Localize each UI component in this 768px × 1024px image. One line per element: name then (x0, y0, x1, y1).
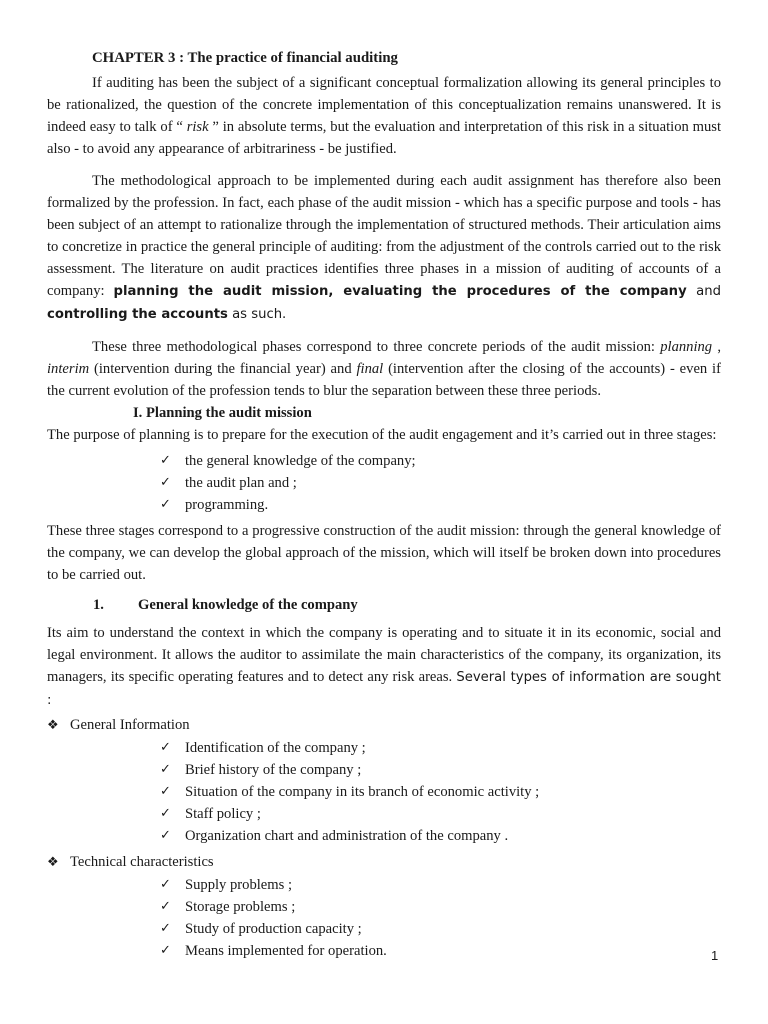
list-item (47, 874, 721, 896)
list-item (47, 940, 721, 962)
intro-p2-text: The methodological approach to be implemented during each audit assignment has therefore also been formalized by the profession. In fact, each phase of the audit mission - which has a specific purpose and tools - has been subject of an attempt to rationalize through the implementation of structured methods. Their articulation aims to concretize in practice the general principle of auditing: from the adjustment of the controls carried out to the risk assessment. The literature on audit practices identifies three phases in a mission of auditing of accounts of a company: (47, 173, 721, 299)
check-icon: ✓ (160, 497, 171, 512)
intro-p2-end: as such. (227, 307, 287, 322)
phase-emphasis-2: controlling the accounts (47, 307, 228, 322)
list-item-text: Staff policy ; (185, 806, 261, 822)
general-knowledge-text: Its aim to understand the context in which the company is operating and to situate it in its economic, social and legal environment. It allows the auditor to assimilate the main characteristics of the company, its organization, its managers, its specific operating features and to detect any risk areas. (47, 625, 721, 685)
check-icon: ✓ (160, 877, 171, 892)
general-knowledge-paragraph (47, 622, 721, 712)
chapter-title: CHAPTER 3 : The practice of financial auditing (92, 50, 398, 66)
list-item (47, 759, 721, 781)
intro-p3-mid: (intervention during the financial year) and (89, 361, 357, 377)
check-icon: ✓ (160, 828, 171, 843)
phase-emphasis-1: planning the audit mission, evaluating the procedures of the company (113, 284, 687, 299)
list-item (47, 737, 721, 759)
general-information-label: General Information (70, 717, 190, 733)
list-item-text: Organization chart and administration of the company . (185, 828, 509, 844)
general-information-heading (47, 714, 721, 737)
general-information-list (47, 737, 721, 847)
list-item-text: Study of production capacity ; (185, 921, 362, 937)
subsection-number: 1. (93, 597, 104, 613)
technical-characteristics-list (47, 874, 721, 962)
information-sought-text: Several types of information are sought : (47, 670, 721, 708)
list-item-text: Storage problems ; (185, 899, 296, 915)
list-item-text: the audit plan and ; (185, 475, 297, 491)
planning-term: planning (660, 339, 713, 355)
intro-p3-end: (intervention after the closing of the accounts) - even if the current evolution of the profession tends to blur the separation between these three periods. (47, 361, 721, 399)
check-icon: ✓ (160, 453, 171, 468)
list-item (47, 896, 721, 918)
check-icon: ✓ (160, 762, 171, 777)
planning-paragraph: The purpose of planning is to prepare for the execution of the audit engagement and it’s carried out in three stages: (47, 427, 717, 443)
list-item-text: Means implemented for operation. (185, 943, 387, 959)
list-item (47, 781, 721, 803)
page-number: 1 (711, 948, 719, 963)
subsection-title-text: General knowledge of the company (138, 597, 358, 613)
check-icon: ✓ (160, 899, 171, 914)
final-term: final (356, 361, 384, 377)
technical-characteristics-label: Technical characteristics (70, 854, 214, 870)
check-icon: ✓ (160, 475, 171, 490)
list-item (47, 825, 721, 847)
subsection-general-knowledge-title (93, 594, 721, 616)
check-icon: ✓ (160, 921, 171, 936)
technical-characteristics-heading (47, 851, 721, 874)
list-item-text: Situation of the company in its branch of economic activity ; (185, 784, 540, 800)
intro-p2-and: and (686, 284, 721, 299)
check-icon: ✓ (160, 740, 171, 755)
list-item-text: the general knowledge of the company; (185, 453, 416, 469)
diamond-bullet-icon: ❖ (47, 855, 59, 870)
check-icon: ✓ (160, 943, 171, 958)
list-item (47, 803, 721, 825)
interim-term: interim (47, 361, 90, 377)
list-item (47, 494, 721, 516)
check-icon: ✓ (160, 806, 171, 821)
document-page (47, 46, 721, 966)
section-planning-title: I. Planning the audit mission (133, 405, 312, 421)
list-item (47, 472, 721, 494)
check-icon: ✓ (160, 784, 171, 799)
list-item-text: Supply problems ; (185, 877, 293, 893)
list-item-text: Identification of the company ; (185, 740, 366, 756)
stages-list (47, 450, 721, 516)
intro-p3-text: These three methodological phases correspond to three concrete periods of the audit mission: (92, 339, 661, 355)
intro-p3-comma: , (712, 339, 721, 355)
diamond-bullet-icon: ❖ (47, 718, 59, 733)
intro-p1-end: ” in absolute terms, but the evaluation and interpretation of this risk in a situation must also - to avoid any appearance of arbitrariness - be justified. (47, 119, 721, 157)
list-item (47, 450, 721, 472)
risk-term: risk (186, 119, 209, 135)
stages-paragraph: These three stages correspond to a progressive construction of the audit mission: through the general knowledge of the company, we can develop the global approach of the mission, which will itself be broken down into procedures to be carried out. (47, 523, 721, 583)
intro-paragraph-1 (47, 72, 721, 160)
intro-paragraph-3 (47, 336, 721, 402)
intro-paragraph-2 (47, 170, 721, 326)
list-item-text: programming. (185, 497, 269, 513)
intro-p1-text: If auditing has been the subject of a significant conceptual formalization allowing its general principles to be rationalized, the question of the concrete implementation of this conceptualization remains unanswered. It is indeed easy to talk of “ (47, 75, 721, 135)
list-item (47, 918, 721, 940)
list-item-text: Brief history of the company ; (185, 762, 362, 778)
